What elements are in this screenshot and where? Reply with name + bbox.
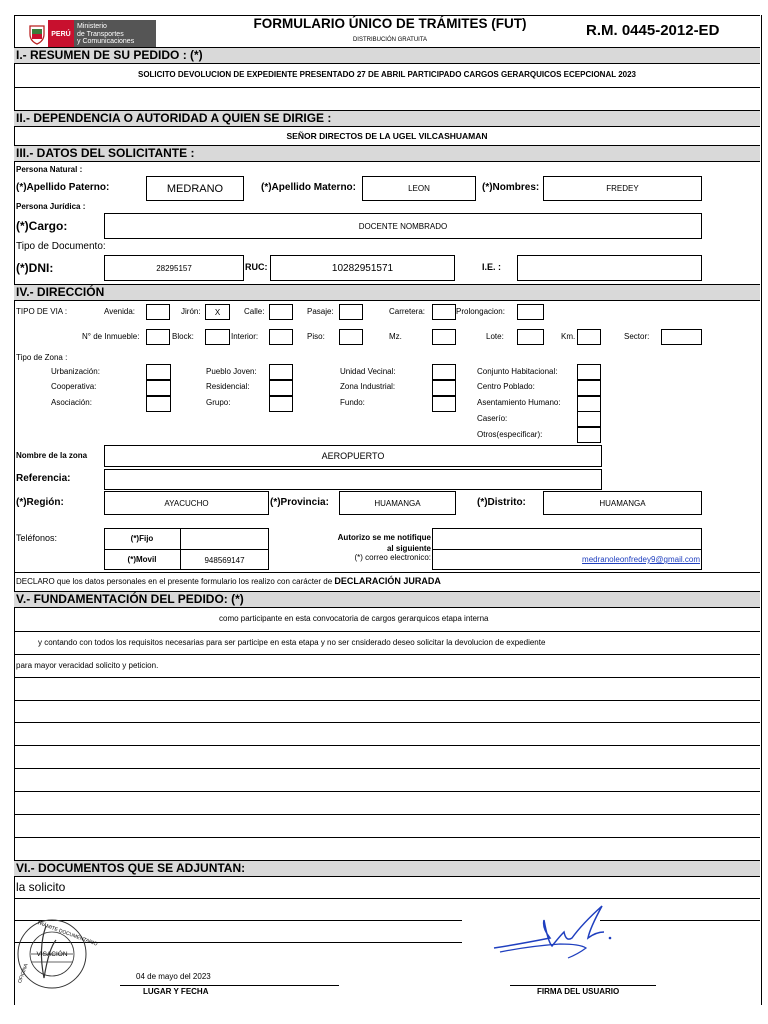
apellido-paterno-field[interactable]: MEDRANO	[146, 176, 244, 201]
prolongacion-label: Prolongacion:	[456, 307, 505, 316]
cooperativa-label: Cooperativa:	[51, 382, 97, 391]
declaro-text: DECLARO que los datos personales en el presente formulario los realizo con carácter de DECLARACIÓN JURADA	[16, 576, 441, 586]
section-4-title: IV.- DIRECCIÓN	[14, 284, 760, 301]
distrito-field[interactable]: HUAMANGA	[543, 491, 702, 515]
calle-label: Calle:	[244, 307, 265, 316]
ministry-logo	[26, 20, 156, 48]
distrito-label: (*)Distrito:	[477, 497, 526, 508]
summary-text: SOLICITO DEVOLUCION DE EXPEDIENTE PRESENTADO 27 DE ABRIL PARTICIPADO CARGOS GERARQUICOS ECEPCIONAL 2023	[137, 70, 636, 79]
avenida-box[interactable]	[146, 304, 170, 320]
region-label: (*)Región:	[16, 497, 64, 508]
pueblo-joven-box[interactable]	[269, 364, 293, 380]
nombres-field[interactable]: FREDEY	[543, 176, 702, 201]
unidad-vecinal-label: Unidad Vecinal:	[340, 367, 396, 376]
inmueble-label: N° de Inmueble:	[82, 332, 140, 341]
prolongacion-box[interactable]	[517, 304, 544, 320]
nombres-label: (*)Nombres:	[482, 182, 540, 193]
interior-box[interactable]	[269, 329, 293, 345]
persona-juridica-label: Persona Jurídica :	[16, 202, 86, 211]
fundo-label: Fundo:	[340, 398, 365, 407]
movil-label: (*)Movil	[127, 555, 157, 564]
fijo-label: (*)Fijo	[130, 534, 154, 543]
asentamiento-box[interactable]	[577, 396, 601, 412]
caserio-box[interactable]	[577, 411, 601, 427]
nombre-zona-field[interactable]: AEROPUERTO	[104, 445, 602, 467]
fundamentacion-line-2: y contando con todos los requisitos necesarias para ser participe en esta etapa y no ser cnsiderado deseo solicitar la devolucion de expediente	[38, 638, 546, 647]
coat-of-arms-icon	[26, 20, 48, 48]
fundo-box[interactable]	[432, 396, 456, 412]
ie-label: I.E. :	[482, 262, 502, 272]
residencial-label: Residencial:	[206, 382, 250, 391]
ie-field[interactable]	[517, 255, 702, 281]
zona-industrial-box[interactable]	[432, 380, 456, 396]
lote-label: Lote:	[486, 332, 504, 341]
calle-box[interactable]	[269, 304, 293, 320]
persona-natural-label: Persona Natural :	[16, 165, 83, 174]
asociacion-box[interactable]	[146, 396, 171, 412]
sector-label: Sector:	[624, 332, 650, 341]
otros-box[interactable]	[577, 427, 601, 443]
section-1-title: I.- RESUMEN DE SU PEDIDO : (*)	[14, 47, 760, 64]
correo-link[interactable]: medranoleonfredey9@gmail.com	[582, 555, 700, 564]
apellido-materno-field[interactable]: LEON	[362, 176, 476, 201]
dni-label: (*)DNI:	[16, 261, 54, 275]
residencial-box[interactable]	[269, 380, 293, 396]
fecha-text: 04 de mayo del 2023	[136, 972, 211, 981]
section-6-title: VI.- DOCUMENTOS QUE SE ADJUNTAN:	[14, 860, 760, 877]
autorizo-label-3: (*) correo electronico:	[354, 553, 431, 562]
nombre-zona-label: Nombre de la zona	[16, 451, 88, 460]
declaracion-jurada: DECLARACIÓN JURADA	[334, 576, 441, 586]
form-subtitle: DISTRIBUCIÓN GRATUITA	[352, 37, 428, 43]
cargo-field[interactable]: DOCENTE NOMBRADO	[104, 213, 702, 239]
user-signature	[490, 902, 620, 972]
mz-box[interactable]	[432, 329, 456, 345]
autorizo-label-1: Autorizo se me notifique	[337, 533, 431, 542]
pasaje-box[interactable]	[339, 304, 363, 320]
apellido-materno-label: (*)Apellido Materno:	[261, 182, 356, 193]
grupo-label: Grupo:	[206, 398, 231, 407]
provincia-field[interactable]: HUAMANGA	[339, 491, 456, 515]
ruc-label: RUC:	[245, 262, 268, 272]
jiron-box[interactable]: X	[205, 304, 230, 320]
movil-field[interactable]: 948569147	[204, 555, 245, 565]
authority-text: SEÑOR DIRECTOS DE LA UGEL VILCASHUAMAN	[286, 131, 488, 141]
referencia-field[interactable]	[104, 469, 602, 490]
lugar-fecha-label: LUGAR Y FECHA	[143, 987, 209, 996]
stamp-top-text: TRÁMITE DOCUMENTARIO	[35, 920, 99, 948]
urbanizacion-box[interactable]	[146, 364, 171, 380]
autorizo-label-2: al siguiente	[386, 544, 431, 553]
block-box[interactable]	[205, 329, 230, 345]
apellido-paterno-label: (*)Apellido Paterno:	[16, 182, 110, 193]
section-5-title: V.- FUNDAMENTACIÓN DEL PEDIDO: (*)	[14, 591, 760, 608]
conjunto-label: Conjunto Habitacional:	[477, 367, 558, 376]
block-label: Block:	[172, 332, 194, 341]
interior-label: Interior:	[231, 332, 259, 341]
section-3-title: III.- DATOS DEL SOLICITANTE :	[14, 145, 760, 162]
pasaje-label: Pasaje:	[307, 307, 334, 316]
region-field[interactable]: AYACUCHO	[104, 491, 269, 515]
logo-ministry: Ministerio de Transportes y Comunicaciones	[74, 20, 156, 48]
tipo-zona-label: Tipo de Zona :	[16, 353, 68, 362]
visacion-stamp	[16, 918, 99, 990]
stamp-visacion-text: VISACIÓN	[36, 951, 68, 958]
inmueble-box[interactable]	[146, 329, 170, 345]
section-2-title: II.- DEPENDENCIA O AUTORIDAD A QUIEN SE DIRIGE :	[14, 110, 760, 127]
unidad-vecinal-box[interactable]	[432, 364, 456, 380]
fundamentacion-line-3: para mayor veracidad solicito y peticion.	[16, 661, 159, 670]
provincia-label: (*)Provincia:	[270, 497, 329, 508]
tipo-documento-label: Tipo de Documento:	[16, 241, 106, 252]
otros-label: Otros(especificar):	[477, 430, 543, 439]
asociacion-label: Asociación:	[51, 398, 92, 407]
caserio-label: Caserío:	[477, 414, 508, 423]
urbanizacion-label: Urbanización:	[51, 367, 100, 376]
jiron-label: Jirón:	[181, 307, 201, 316]
conjunto-box[interactable]	[577, 364, 601, 380]
asentamiento-label: Asentamiento Humano:	[477, 398, 561, 407]
fijo-field[interactable]	[181, 529, 268, 549]
telefonos-label: Teléfonos:	[16, 533, 58, 543]
ruc-field[interactable]: 10282951571	[270, 255, 455, 281]
km-label: Km.	[561, 332, 576, 341]
zona-industrial-label: Zona Industrial:	[340, 382, 396, 391]
centro-poblado-label: Centro Poblado:	[477, 382, 535, 391]
lote-box[interactable]	[517, 329, 544, 345]
mz-label: Mz.	[389, 332, 402, 341]
rm-code: R.M. 0445-2012-ED	[586, 22, 720, 39]
pueblo-joven-label: Pueblo Joven:	[206, 367, 257, 376]
fundamentacion-line-1: como participante en esta convocatoria de cargos gerarquicos etapa interna	[219, 614, 489, 623]
sector-box[interactable]	[661, 329, 702, 345]
piso-label: Piso:	[307, 332, 325, 341]
cargo-label: (*)Cargo:	[16, 219, 68, 233]
referencia-label: Referencia:	[16, 473, 71, 484]
centro-poblado-box[interactable]	[577, 380, 601, 396]
carretera-box[interactable]	[432, 304, 456, 320]
firma-label: FIRMA DEL USUARIO	[537, 987, 620, 996]
piso-box[interactable]	[339, 329, 363, 345]
documento-1: la solicito	[16, 880, 66, 894]
cooperativa-box[interactable]	[146, 380, 171, 396]
km-box[interactable]	[577, 329, 601, 345]
grupo-box[interactable]	[269, 396, 293, 412]
avenida-label: Avenida:	[104, 307, 135, 316]
tipo-via-label: TIPO DE VIA :	[16, 307, 68, 316]
dni-field[interactable]: 28295157	[104, 255, 244, 281]
logo-country: PERÚ	[48, 20, 74, 48]
carretera-label: Carretera:	[389, 307, 426, 316]
stamp-left-text: OFICINA	[17, 962, 30, 985]
form-title: FORMULARIO ÚNICO DE TRÁMITES (FUT)	[253, 16, 527, 31]
